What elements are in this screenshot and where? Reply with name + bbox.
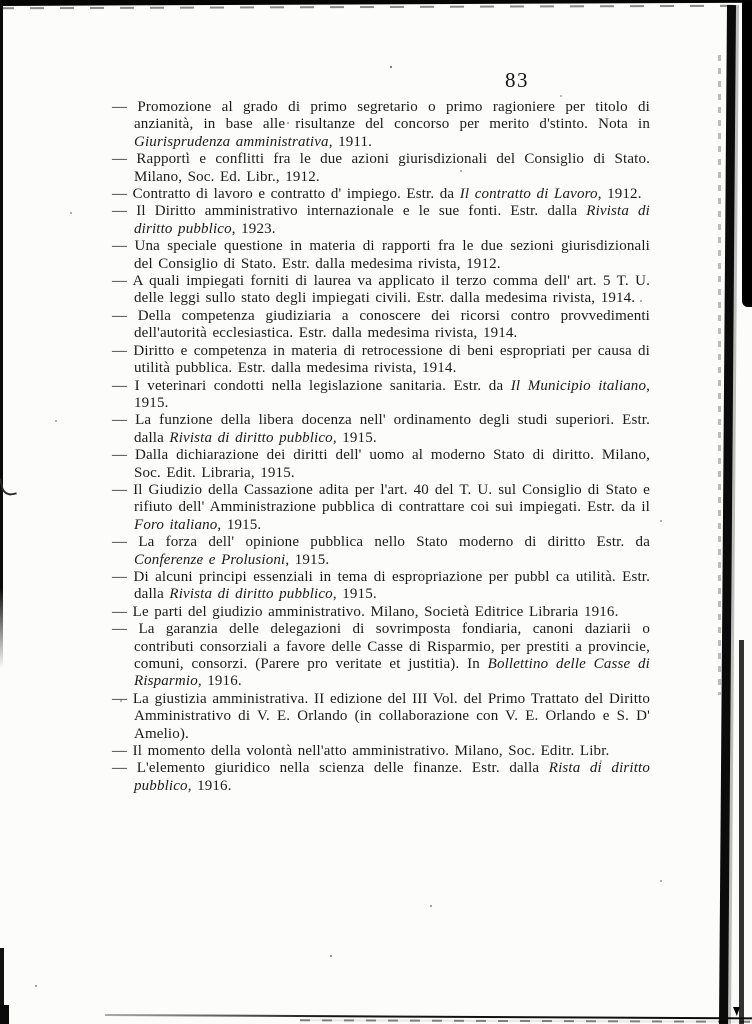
entry-text: , 1915.	[332, 429, 377, 446]
page-number: 83	[505, 68, 529, 92]
entry-dash-icon: —	[112, 481, 134, 498]
scan-artifact-right-binding-bar	[719, 5, 736, 1024]
scan-artifact-right-corner-bar	[742, 2, 752, 307]
entry-dash-icon: —	[112, 412, 136, 429]
bibliography-entry	[112, 99, 650, 151]
entry-dash-icon: —	[112, 534, 139, 551]
entry-text: La funzione della libera docenza nell' ordinamento degli studi superiori. Estr. dalla	[134, 412, 651, 446]
bibliography-entry	[112, 482, 650, 534]
bibliography-list	[112, 99, 650, 795]
entry-dash-icon: —	[112, 568, 134, 585]
bibliography-entry	[112, 343, 650, 378]
entry-dash-icon: —	[112, 447, 136, 464]
entry-title-italic: Il contratto di Lavoro	[459, 186, 598, 203]
entry-dash-icon: —	[112, 603, 133, 620]
scan-artifact-bottom-edge-2	[300, 1019, 752, 1023]
entry-dash-icon: —	[112, 621, 139, 638]
scan-artifact-right-ghost-text	[718, 55, 721, 695]
entry-text: Il momento della volontà nell'atto amministrativo. Milano, Soc. Editr. Libr.	[132, 743, 610, 760]
entry-text: Una speciale questione in materia di rapporti fra le due sezioni giurisdizionali del Consiglio di Stato. Estr. dalla medesima rivista, 1912.	[134, 238, 650, 272]
entry-dash-icon: —	[112, 377, 135, 394]
entry-text: La forza dell' opinione pubblica nello Stato moderno di diritto Estr. da	[138, 534, 650, 551]
bibliography-entry	[112, 760, 650, 795]
entry-text: , 1923.	[231, 220, 276, 237]
entry-text: Della competenza giudiziaria a conoscere dei ricorsi contro provvedimenti dell'autorità ecclesiastica. Estr. dalla medesima rivista, 1914.	[134, 307, 650, 342]
entry-title-italic: Il Municipio italiano	[510, 377, 647, 394]
entry-title-italic: Foro italiano	[134, 516, 218, 533]
entry-title-italic: Bollettino delle Casse di Risparmio	[134, 656, 650, 690]
entry-dash-icon: —	[112, 151, 137, 168]
entry-text: Il Diritto amministrativo internazionale e le sue fonti. Estr. dalla	[136, 203, 587, 220]
entry-dash-icon: —	[112, 273, 133, 290]
bibliography-entry	[112, 691, 650, 743]
bibliography-entry	[112, 604, 650, 621]
entry-dash-icon: —	[112, 760, 137, 777]
entry-dash-icon: —	[112, 238, 135, 255]
entry-text: A quali impiegati forniti di laurea va applicato il terzo comma dell' art. 5 T. U. delle leggi sullo stato degli impiegati civili. Estr. dalla medesima rivista, 1914.	[132, 273, 650, 307]
entry-dash-icon: —	[112, 690, 133, 707]
entry-title-italic: Rivista di diritto pubblico	[134, 203, 650, 237]
entry-dash-icon: —	[112, 203, 137, 220]
bibliography-entry	[112, 308, 650, 343]
entry-text: , 1916.	[197, 673, 242, 690]
bibliography-entry	[112, 412, 650, 447]
entry-text: Dalla dichiarazione dei diritti dell' uomo al moderno Stato di diritto. Milano, Soc. Edit. Libraria, 1915.	[134, 447, 651, 481]
bibliography-entry	[112, 569, 650, 604]
entry-text: L'elemento giuridico nella scienza delle finanze. Estr. dalla	[136, 760, 549, 777]
entry-title-italic: Rivista di diritto pubblico	[169, 429, 333, 446]
entry-text: Rapporti e conflitti fra le due azioni giurisdizionali del Consiglio di Stato. Milano, Soc. Ed. Libr., 1912.	[134, 151, 651, 185]
bibliography-entry	[112, 151, 650, 186]
entry-dash-icon: —	[112, 743, 133, 760]
entry-text: Il Giudizio della Cassazione adita per l'art. 40 del T. U. sul Consiglio di Stato e rifiuto dell' Amministrazione pubblica di contrattare coi sui impiegati. Estr. da il	[133, 481, 650, 516]
entry-title-italic: Rista di diritto pubblico	[134, 760, 650, 794]
entry-text: , 1915.	[285, 551, 330, 568]
entry-dash-icon: —	[112, 99, 138, 115]
entry-title-italic: Conferenze e Prolusioni	[134, 551, 286, 568]
entry-text: La giustizia amministrativa. II edizione del III Vol. del Primo Trattato del Diritto Amministrativo di V. E. Orlando (in collaborazione con V. E. Orlando e S. D' Amelio).	[132, 690, 650, 742]
bibliography-entry	[112, 273, 650, 308]
entry-text: I veterinari condotti nella legislazione sanitaria. Estr. da	[134, 377, 511, 394]
entry-text: , 1916.	[187, 777, 232, 794]
entry-dash-icon: —	[112, 342, 134, 359]
bibliography-entry	[112, 534, 650, 569]
scan-artifact-right-lower-bar	[739, 640, 744, 1024]
entry-text: , 1915.	[134, 377, 650, 411]
entry-text: , 1912.	[597, 186, 642, 203]
entry-dash-icon: —	[112, 186, 133, 203]
scan-artifact-left-edge	[0, 0, 3, 668]
bibliography-entry	[112, 621, 650, 691]
bibliography-entry	[112, 238, 650, 273]
entry-dash-icon: —	[112, 307, 138, 324]
scan-noise-specks	[0, 0, 2, 2]
entry-text: , 1915.	[217, 516, 262, 533]
entry-text: , 1911.	[328, 133, 373, 150]
bibliography-entry	[112, 378, 650, 413]
entry-text: Contratto di lavoro e contratto d' impiego. Estr. da	[132, 186, 460, 203]
bibliography-entry	[112, 203, 650, 238]
entry-text: Promozione al grado di primo segretario o primo ragioniere per titolo di anzianità, in base alle risultanze del concorso per merito d'stinto. Nota in	[134, 99, 650, 133]
entry-text: La garanzia delle delegazioni di sovrimposta fondiaria, canoni daziarii o contributi consorziali a favore delle Casse di Risparmio, per prestiti a provincie, comuni, consorzi. (Parere pro veritate et justitia). In	[134, 621, 650, 672]
entry-text: Diritto e competenza in materia di retrocessione di beni espropriati per causa di utilità pubblica. Estr. dalla medesima rivista, 1914.	[133, 342, 650, 377]
entry-text: Di alcuni principi essenziali in tema di espropriazione per pubbl ca utilità. Estr. dalla	[133, 568, 650, 603]
scan-artifact-bottom-edge	[105, 1014, 752, 1019]
entry-text: , 1915.	[332, 586, 377, 603]
bibliography-entry	[112, 186, 650, 203]
entry-text: Le parti del giudizio amministrativo. Milano, Società Editrice Libraria 1916.	[132, 603, 619, 620]
bibliography-entry	[112, 743, 650, 760]
bibliography-entry	[112, 447, 650, 482]
entry-title-italic: Rivista di diritto pubblico	[169, 586, 333, 603]
scan-artifact-left-bottom	[0, 948, 4, 1010]
scan-artifact-left-bottom-corner	[0, 1005, 9, 1024]
entry-title-italic: Giurisprudenza amministrativa	[134, 133, 329, 150]
